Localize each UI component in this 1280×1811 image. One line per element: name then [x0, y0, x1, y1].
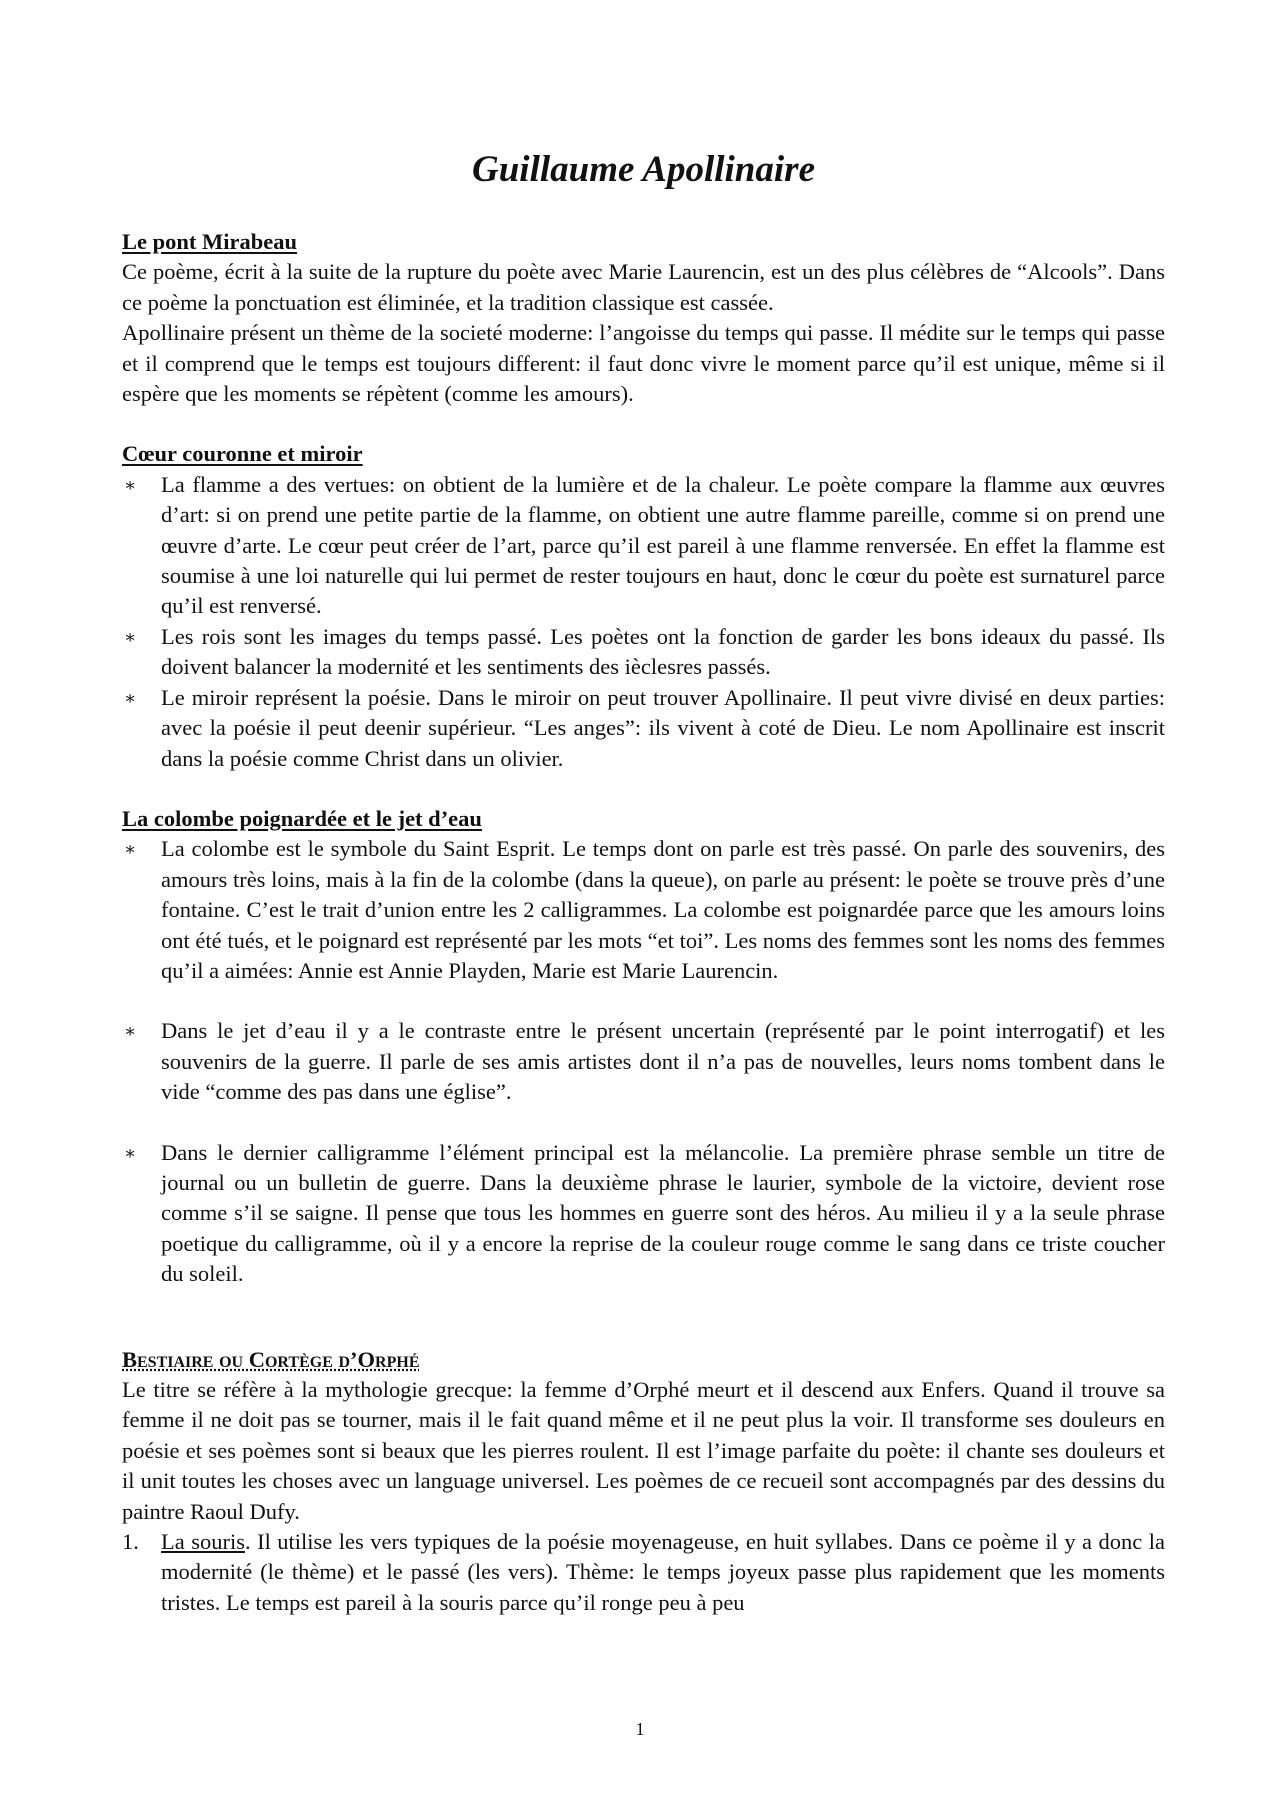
list-item: [122, 622, 1165, 683]
paragraph: Apollinaire présent un thème de la societé moderne: l’angoisse du temps qui passe. Il médite sur le temps qui passe et il comprend que le temps est toujours different: il faut donc vivre le moment parce qu’il est unique, même si il espère que les moments se répètent (comme les amours).: [122, 320, 1165, 407]
item-text: . Il utilise les vers typiques de la poésie moyenageuse, en huit syllabes. Dans ce poème il y a donc la modernité (le thème) et le passé (les vers). Thème: le temps joyeux passe plus rapidement que les moments tristes. Le temps est pareil à la souris parce qu’il ronge peu à peu: [161, 1529, 1165, 1615]
list-item-text: Dans le jet d’eau il y a le contraste entre le présent uncertain (représenté par le point interrogatif) et les souvenirs de la guerre. Il parle de ses amis artistes dont il n’a pas de nouvelles, leurs noms tombent dans le vide “comme des pas dans une église”.: [161, 1018, 1165, 1105]
list-item-text: Dans le dernier calligramme l’élément principal est la mélancolie. La première phrase semble un titre de journal ou un bulletin de guerre. Dans la deuxième phrase le laurier, symbole de la victoire, devient rose comme s’il se saigne. Il pense que tous les hommes en guerre sont des héros. Au milieu il y a la seule phrase poetique du calligramme, où il y a encore la reprise de la couleur rouge comme le sang dans ce triste coucher du soleil.: [161, 1139, 1165, 1287]
list-item-text: La flamme a des vertues: on obtient de la lumière et de la chaleur. Le poète compare la flamme aux œuvres d’art: si on prend une petite partie de la flamme, on obtient une autre flamme pareille, comme si on prend une œuvre d’arte. Le cœur peut créer de l’art, parce qu’il est pareil à une flamme renversée. En effet la flamme est soumise à une loi naturelle qui lui permet de rester toujours en haut, donc le cœur du poète est surnaturel parce qu’il est renversé.: [161, 471, 1165, 619]
page-number: 1: [635, 1719, 645, 1739]
paragraph: Ce poème, écrit à la suite de la rupture du poète avec Marie Laurencin, est un des plus célèbres de “Alcools”. Dans ce poème la ponctuation est éliminée, et la tradition classique est cassée.: [122, 259, 1165, 315]
page-content: [122, 148, 1165, 1618]
page-title: Guillaume Apollinaire: [472, 149, 815, 190]
list-item: [122, 470, 1165, 622]
list-item: [122, 1138, 1165, 1290]
bullet-icon: ∗: [124, 1021, 137, 1042]
bullet-icon: ∗: [124, 839, 137, 860]
paragraph: Le titre se réfère à la mythologie grecque: la femme d’Orphé meurt et il descend aux Enfers. Quand il trouve sa femme il ne doit pas se tourner, mais il le fait quand même et il ne peut plus la voir. Il transforme ses douleurs en poésie et ses poèmes sont si beaux que les pierres roulent. Il est l’image parfaite du poète: il chante ses douleurs et il unit toutes les choses avec un language universel. Les poèmes de ce recueil sont accompagnés par des dessins du paintre Raoul Dufy.: [122, 1377, 1165, 1524]
bullet-icon: ∗: [124, 687, 137, 708]
section-heading-pont-mirabeau: Le pont Mirabeau: [122, 229, 298, 254]
section-heading-bestiaire: Bestiaire ou Cortège d’Orphé: [122, 1346, 420, 1372]
list-item: [122, 1016, 1165, 1107]
item-number: 1.: [122, 1529, 139, 1555]
bullet-icon: ∗: [124, 626, 137, 647]
bullet-icon: ∗: [124, 1142, 137, 1163]
section-heading-coeur-couronne: Cœur couronne et miroir: [122, 441, 363, 467]
list-item-text: Le miroir représent la poésie. Dans le miroir on peut trouver Apollinaire. Il peut vivre divisé en deux parties: avec la poésie il peut deenir supérieur. “Les anges”: ils vivent à coté de Dieu. Le nom Apollinaire est inscrit dans la poésie comme Christ dans un olivier.: [161, 684, 1165, 771]
list-item: [122, 683, 1165, 774]
list-item-text: La colombe est le symbole du Saint Esprit. Le temps dont on parle est très passé. On parle des souvenirs, des amours très loins, mais à la fin de la colombe (dans la queue), on parle au présent: le poète se trouve près d’une fontaine. C’est le trait d’union entre les 2 calligrammes. La colombe est poignardée parce que les amours loins ont été tués, et le poignard est représenté par les mots “et toi”. Les noms des femmes sont les noms des femmes qu’il a aimées: Annie est Annie Playden, Marie est Marie Laurencin.: [161, 836, 1165, 983]
numbered-item: [122, 1527, 1165, 1618]
section-heading-colombe: La colombe poignardée et le jet d’eau: [122, 805, 482, 831]
list-item-text: Les rois sont les images du temps passé. Les poètes ont la fonction de garder les bons ideaux du passé. Ils doivent balancer la modernité et les sentiments des ièclesres passés.: [161, 623, 1165, 680]
list-item: [122, 834, 1165, 986]
item-lead: La souris: [161, 1529, 245, 1555]
bullet-icon: ∗: [124, 474, 137, 495]
